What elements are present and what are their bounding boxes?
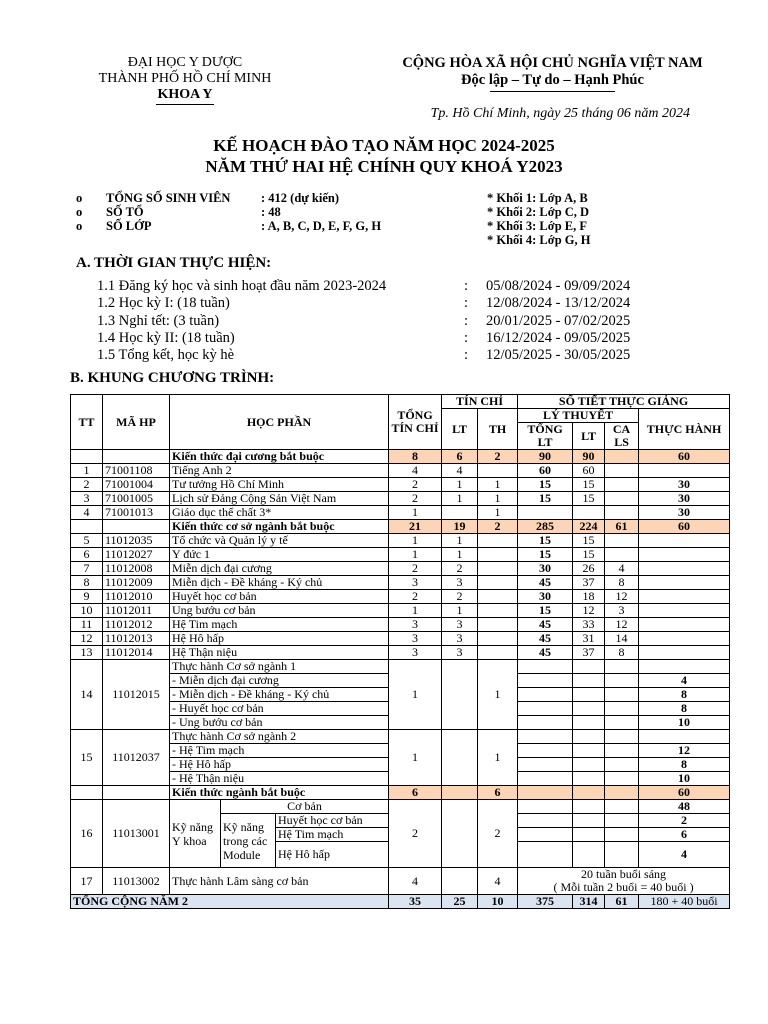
clinical-note: ( Mỗi tuần 2 buổi = 40 buổi ) [553,880,694,894]
header-lt-hours: LT [573,423,605,450]
table-row: Hệ Hô hấp 4 [71,842,730,868]
timeline-item: 1.4 Học kỳ II: (18 tuần) : 16/12/2024 - 09/05/2025 [97,329,631,346]
clinical-note: 20 tuần buổi sáng [581,867,667,881]
info-item: o SỐ LỚP : A, B, C, D, E, F, G, H [76,219,382,233]
faculty-underline [156,104,214,105]
document-subtitle: NĂM THỨ HAI HỆ CHÍNH QUY KHOÁ Y2023 [205,157,563,176]
curriculum-table [70,394,730,909]
table-row: 7 11012008 Miễn dịch đại cương 2 2 30 26 4 [71,562,730,576]
table-row: - Hệ Thận niệu 10 [71,772,730,786]
table-row: Hệ Tim mạch 6 [71,828,730,842]
total-row: TỔNG CỘNG NĂM 2 35 25 10 375 314 61 180 + 40 buổi [71,895,730,909]
table-row: 3 71001005 Lịch sử Đảng Cộng Sản Việt Nam 2 1 1 15 15 30 [71,492,730,506]
header-course: HỌC PHẦN [170,395,389,450]
section-a-title: A. THỜI GIAN THỰC HIỆN: [76,255,272,271]
section-b-title: B. KHUNG CHƯƠNG TRÌNH: [70,370,275,386]
block-list [487,191,687,247]
table-row: - Miễn dịch - Đề kháng - Ký chủ 8 [71,688,730,702]
table-row: 17 11013002 Thực hành Lâm sàng cơ bản 4 4 20 tuần buổi sáng ( Mỗi tuần 2 buổi = 40 buổi ) [71,868,730,895]
header-total-lt: TỔNG LT [518,423,573,450]
table-row: 4 71001013 Giáo dục thể chất 3* 1 1 30 [71,506,730,520]
document-title: KẾ HOẠCH ĐÀO TẠO NĂM HỌC 2024-2025 [213,136,555,155]
faculty-name: KHOA Y [157,87,213,102]
header-credits: TÍN CHỈ [442,395,518,409]
timeline-item: 1.5 Tổng kết, học kỳ hè : 12/05/2025 - 30/05/2025 [97,347,631,364]
table-row: 14 11012015 Thực hành Cơ sở ngành 1 1 1 [71,660,730,674]
timeline-item: 1.2 Học kỳ I: (18 tuần) : 12/08/2024 - 13/12/2024 [97,295,631,312]
document-date: Tp. Hồ Chí Minh, ngày 25 tháng 06 năm 2024 [430,106,690,121]
info-item: o TỔNG SỐ SINH VIÊN : 412 (dự kiến) [76,191,339,205]
country-name: CỘNG HÒA XÃ HỘI CHỦ NGHĨA VIỆT NAM [402,55,703,71]
motto-underline [490,91,615,92]
timeline-item: 1.1 Đăng ký học và sinh hoạt đầu năm 2023-2024 : 05/08/2024 - 09/09/2024 [97,278,631,294]
table-row: 9 11012010 Huyết học cơ bản 2 2 30 18 12 [71,590,730,604]
table-row: - Hệ Hô hấp 8 [71,758,730,772]
header-hours: SỐ TIẾT THỰC GIẢNG [518,395,730,409]
info-item: o SỐ TỔ : 48 [76,205,281,219]
section-row: Kiến thức ngành bắt buộc 6 6 60 [71,786,730,800]
header-th: TH [478,409,518,450]
block-item: * Khối 3: Lớp E, F [487,219,587,233]
table-row: 16 11013001 Kỹ năng Y khoa Cơ bản 2 2 48 [71,800,730,814]
header-practice: THỰC HÀNH [639,409,730,450]
table-row: 15 11012037 Thực hành Cơ sở ngành 2 1 1 [71,730,730,744]
header-theory: LÝ THUYẾT [518,409,639,423]
table-row: - Huyết học cơ bản 8 [71,702,730,716]
block-item: * Khối 2: Lớp C, D [487,205,590,219]
table-row: 5 11012035 Tổ chức và Quản lý y tế 1 1 15 15 [71,534,730,548]
table-row: 8 11012009 Miễn dịch - Đề kháng - Ký chủ 3 3 45 37 8 [71,576,730,590]
institution-header [70,55,300,105]
table-row: - Ung bướu cơ bản 10 [71,716,730,730]
table-row: - Hệ Tim mạch 12 [71,744,730,758]
info-list [76,191,476,233]
table-row: 13 11012014 Hệ Thận niệu 3 3 45 37 8 [71,646,730,660]
university-name: ĐẠI HỌC Y DƯỢC [127,55,243,70]
city-name: THÀNH PHỐ HỒ CHÍ MINH [98,71,272,86]
header-ca-ls: CA LS [605,423,639,450]
header-tt: TT [71,395,103,450]
table-row: 6 11012027 Y đức 1 1 1 15 15 [71,548,730,562]
block-item: * Khối 1: Lớp A, B [487,191,588,205]
table-row: Kỹ năng trong các Module Huyết học cơ bản 2 [71,814,730,828]
header-code: MÃ HP [103,395,170,450]
block-item: * Khối 4: Lớp G, H [487,233,591,247]
timeline-item: 1.3 Nghỉ tết: (3 tuần) : 20/01/2025 - 07/02/2025 [97,312,631,329]
table-row: 2 71001004 Tư tưởng Hồ Chí Minh 2 1 1 15 15 30 [71,478,730,492]
motto: Độc lập – Tự do – Hạnh Phúc [461,72,644,88]
national-header [380,55,725,92]
table-row: - Miễn dịch đại cương 4 [71,674,730,688]
table-row: 12 11012013 Hệ Hô hấp 3 3 45 31 14 [71,632,730,646]
table-row: 1 71001108 Tiếng Anh 2 4 4 60 60 [71,464,730,478]
timeline [97,278,657,364]
table-row: 10 11012011 Ung bướu cơ bản 1 1 15 12 3 [71,604,730,618]
section-row: Kiến thức cơ sở ngành bắt buộc 21 19 2 285 224 61 60 [71,520,730,534]
table-row: 11 11012012 Hệ Tim mạch 3 3 45 33 12 [71,618,730,632]
section-row: Kiến thức đại cương bắt buộc 8 6 2 90 90 60 [71,450,730,464]
header-total-credits: TỔNG TÍN CHỈ [389,395,442,450]
header-lt: LT [442,409,478,450]
